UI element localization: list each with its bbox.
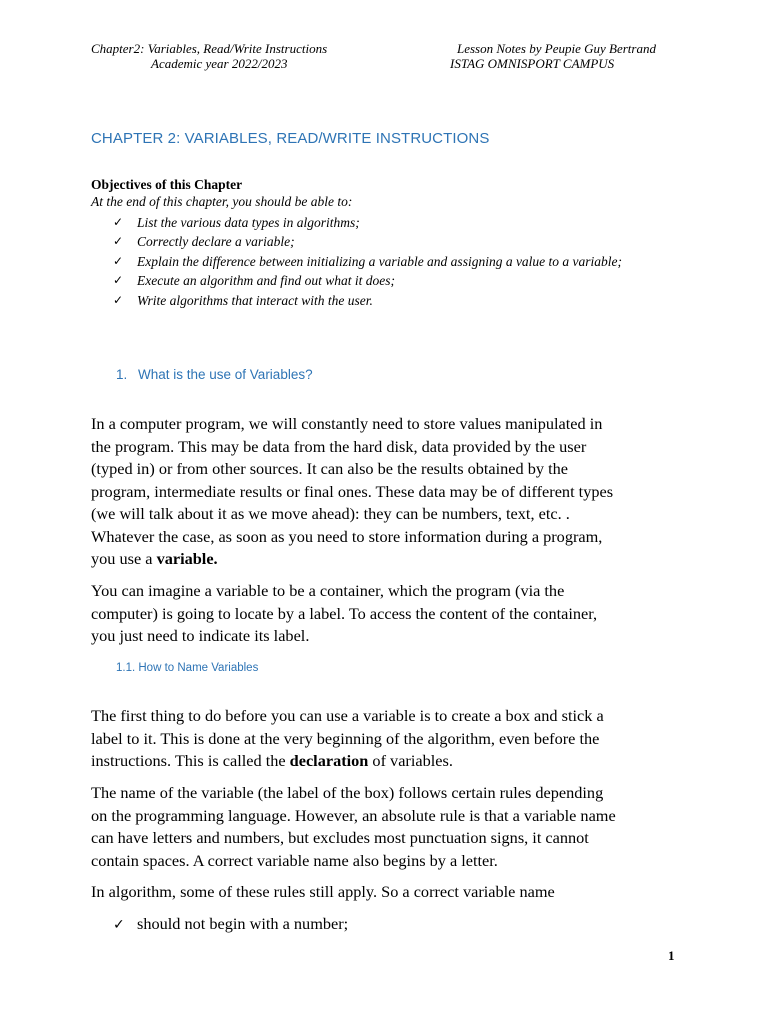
objective-item: ✓ Correctly declare a variable; xyxy=(113,232,676,251)
page-number: 1 xyxy=(668,948,675,963)
paragraph-declaration: The first thing to do before you can use a variable is to create a box and stick a label to it. This is done at the very beginning of the algorithm, even before the instructions. This is called the declaration of variables. xyxy=(91,706,604,770)
objectives-list xyxy=(113,213,676,310)
paragraph-container-analogy: You can imagine a variable to be a container, which the program (via the computer) is going to locate by a label. To access the content of the container, you just need to indicate its label. xyxy=(91,581,598,645)
section-heading-1 xyxy=(116,367,313,382)
objective-item: ✓ Write algorithms that interact with the user. xyxy=(113,291,676,310)
paragraph-algorithm-rules: In algorithm, some of these rules still apply. So a correct variable name xyxy=(91,882,555,901)
objectives-intro: At the end of this chapter, you should be able to: xyxy=(91,194,353,209)
paragraph-variables-use: In a computer program, we will constantly need to store values manipulated in the program. This may be data from the hard disk, data provided by the user (typed in) or from other sources. It can also be the results obtained by the program, intermediate results or final ones. These data may be of different types (we will talk about it as we move ahead): they can be numbers, text, etc. . Whatever the case, as soon as you need to store information during a program, you use a variable. xyxy=(91,414,614,568)
objective-item: ✓ Explain the difference between initializing a variable and assigning a value to a variable; xyxy=(113,252,676,271)
checkmark-icon: ✓ xyxy=(113,215,124,229)
section-heading-1-1: 1.1. How to Name Variables xyxy=(116,662,259,674)
objective-item: ✓ Execute an algorithm and find out what it does; xyxy=(113,271,676,290)
checkmark-icon: ✓ xyxy=(113,234,124,249)
header-author: Lesson Notes by Peupie Guy Bertrand xyxy=(457,41,656,56)
rule-item: ✓ should not begin with a number; xyxy=(113,914,349,933)
checkmark-icon: ✓ xyxy=(113,292,124,307)
section-number: 1. xyxy=(116,367,128,382)
header-academic-year: Academic year 2022/2023 xyxy=(151,56,288,71)
chapter-title: CHAPTER 2: VARIABLES, READ/WRITE INSTRUCTIONS xyxy=(91,130,490,147)
header-campus: ISTAG OMNISPORT CAMPUS xyxy=(450,56,615,71)
objectives-heading: Objectives of this Chapter xyxy=(91,177,243,192)
checkmark-icon: ✓ xyxy=(113,273,124,288)
section-title: What is the use of Variables? xyxy=(138,367,313,382)
paragraph-naming-rules: The name of the variable (the label of the box) follows certain rules depending on the programming language. However, an absolute rule is that a variable name can have letters and numbers, but excludes most punctuation signs, it cannot contain spaces. A correct variable name also begins by a letter. xyxy=(91,783,616,870)
checkmark-icon: ✓ xyxy=(113,917,125,933)
header-chapter: Chapter2: Variables, Read/Write Instructions xyxy=(91,41,328,56)
objective-item: ✓ List the various data types in algorithms; xyxy=(113,213,676,232)
checkmark-icon: ✓ xyxy=(113,253,124,268)
